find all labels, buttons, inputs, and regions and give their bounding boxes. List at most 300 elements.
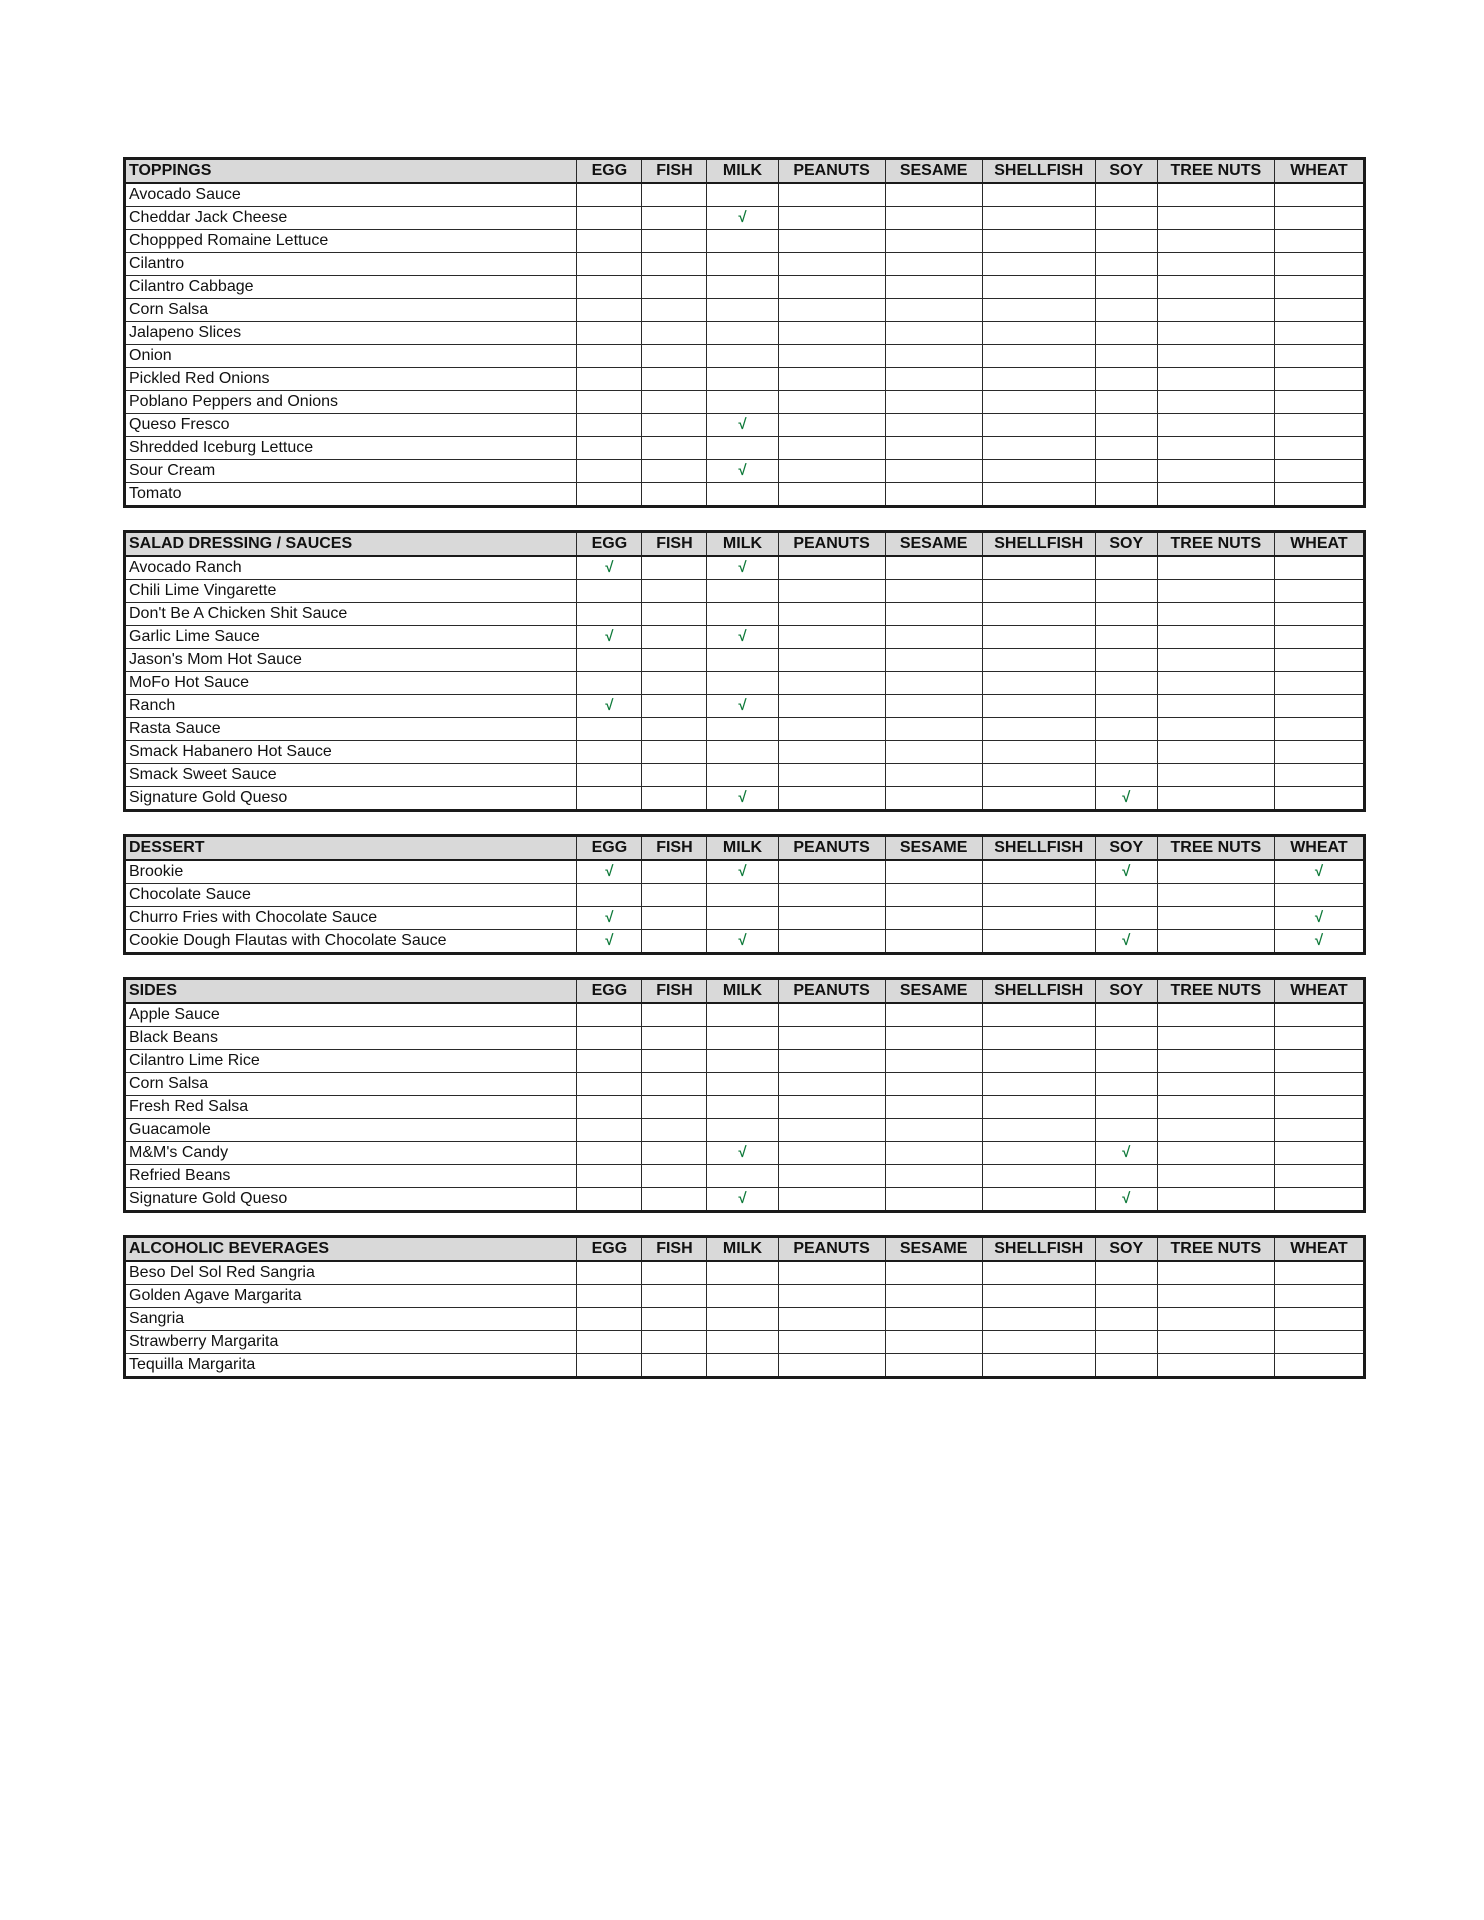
empty-cell-soy xyxy=(1095,183,1157,207)
empty-cell-tree-nuts xyxy=(1157,368,1274,391)
column-header-soy: SOY xyxy=(1095,979,1157,1004)
empty-cell-milk xyxy=(707,276,778,299)
empty-cell-milk xyxy=(707,1165,778,1188)
empty-cell-sesame xyxy=(885,1027,982,1050)
table-row xyxy=(125,718,1365,741)
empty-cell-fish xyxy=(642,1073,707,1096)
empty-cell-tree-nuts xyxy=(1157,299,1274,322)
table-row xyxy=(125,322,1365,345)
empty-cell-egg xyxy=(577,580,642,603)
empty-cell-milk xyxy=(707,253,778,276)
empty-cell-wheat xyxy=(1274,603,1364,626)
empty-cell-shellfish xyxy=(982,345,1095,368)
empty-cell-egg xyxy=(577,672,642,695)
empty-cell-soy xyxy=(1095,391,1157,414)
check-mark-egg: √ xyxy=(577,556,642,580)
empty-cell-tree-nuts xyxy=(1157,603,1274,626)
empty-cell-shellfish xyxy=(982,1142,1095,1165)
empty-cell-soy xyxy=(1095,556,1157,580)
empty-cell-soy xyxy=(1095,884,1157,907)
item-name: Onion xyxy=(125,345,577,368)
column-header-shellfish: SHELLFISH xyxy=(982,1237,1095,1262)
empty-cell-fish xyxy=(642,907,707,930)
empty-cell-shellfish xyxy=(982,787,1095,811)
empty-cell-egg xyxy=(577,253,642,276)
empty-cell-tree-nuts xyxy=(1157,414,1274,437)
empty-cell-fish xyxy=(642,884,707,907)
empty-cell-shellfish xyxy=(982,1096,1095,1119)
empty-cell-fish xyxy=(642,460,707,483)
empty-cell-egg xyxy=(577,764,642,787)
column-header-tree-nuts: TREE NUTS xyxy=(1157,979,1274,1004)
empty-cell-sesame xyxy=(885,695,982,718)
table-row xyxy=(125,1331,1365,1354)
empty-cell-tree-nuts xyxy=(1157,1096,1274,1119)
empty-cell-sesame xyxy=(885,230,982,253)
column-header-sesame: SESAME xyxy=(885,1237,982,1262)
empty-cell-fish xyxy=(642,787,707,811)
column-header-fish: FISH xyxy=(642,532,707,557)
empty-cell-milk xyxy=(707,884,778,907)
empty-cell-shellfish xyxy=(982,483,1095,507)
empty-cell-wheat xyxy=(1274,556,1364,580)
empty-cell-peanuts xyxy=(778,1165,885,1188)
column-header-wheat: WHEAT xyxy=(1274,1237,1364,1262)
empty-cell-sesame xyxy=(885,556,982,580)
check-mark-milk: √ xyxy=(707,695,778,718)
table-row xyxy=(125,580,1365,603)
empty-cell-peanuts xyxy=(778,1188,885,1212)
table-row xyxy=(125,391,1365,414)
table-row xyxy=(125,1027,1365,1050)
empty-cell-tree-nuts xyxy=(1157,1165,1274,1188)
column-header-fish: FISH xyxy=(642,979,707,1004)
empty-cell-egg xyxy=(577,1165,642,1188)
item-name: Rasta Sauce xyxy=(125,718,577,741)
empty-cell-egg xyxy=(577,391,642,414)
empty-cell-sesame xyxy=(885,603,982,626)
empty-cell-peanuts xyxy=(778,718,885,741)
empty-cell-peanuts xyxy=(778,884,885,907)
empty-cell-soy xyxy=(1095,299,1157,322)
empty-cell-soy xyxy=(1095,1285,1157,1308)
empty-cell-fish xyxy=(642,741,707,764)
check-mark-milk: √ xyxy=(707,556,778,580)
empty-cell-egg xyxy=(577,483,642,507)
empty-cell-shellfish xyxy=(982,695,1095,718)
empty-cell-wheat xyxy=(1274,1050,1364,1073)
empty-cell-tree-nuts xyxy=(1157,1027,1274,1050)
empty-cell-soy xyxy=(1095,695,1157,718)
empty-cell-wheat xyxy=(1274,1142,1364,1165)
empty-cell-tree-nuts xyxy=(1157,907,1274,930)
empty-cell-shellfish xyxy=(982,580,1095,603)
empty-cell-peanuts xyxy=(778,649,885,672)
empty-cell-egg xyxy=(577,414,642,437)
check-mark-wheat: √ xyxy=(1274,907,1364,930)
empty-cell-tree-nuts xyxy=(1157,1331,1274,1354)
empty-cell-sesame xyxy=(885,626,982,649)
empty-cell-tree-nuts xyxy=(1157,345,1274,368)
item-name: Queso Fresco xyxy=(125,414,577,437)
empty-cell-soy xyxy=(1095,483,1157,507)
empty-cell-sesame xyxy=(885,1003,982,1027)
empty-cell-tree-nuts xyxy=(1157,1188,1274,1212)
empty-cell-tree-nuts xyxy=(1157,718,1274,741)
empty-cell-shellfish xyxy=(982,299,1095,322)
empty-cell-shellfish xyxy=(982,414,1095,437)
empty-cell-wheat xyxy=(1274,764,1364,787)
empty-cell-fish xyxy=(642,556,707,580)
column-header-sesame: SESAME xyxy=(885,532,982,557)
empty-cell-milk xyxy=(707,230,778,253)
empty-cell-peanuts xyxy=(778,1331,885,1354)
empty-cell-shellfish xyxy=(982,672,1095,695)
empty-cell-milk xyxy=(707,299,778,322)
column-header-egg: EGG xyxy=(577,979,642,1004)
section-table-dessert xyxy=(123,834,1366,955)
item-name: Corn Salsa xyxy=(125,299,577,322)
table-row xyxy=(125,1261,1365,1285)
empty-cell-fish xyxy=(642,1119,707,1142)
empty-cell-egg xyxy=(577,1261,642,1285)
check-mark-soy: √ xyxy=(1095,1142,1157,1165)
check-mark-milk: √ xyxy=(707,460,778,483)
empty-cell-wheat xyxy=(1274,322,1364,345)
empty-cell-soy xyxy=(1095,253,1157,276)
empty-cell-fish xyxy=(642,603,707,626)
column-header-milk: MILK xyxy=(707,1237,778,1262)
empty-cell-shellfish xyxy=(982,276,1095,299)
item-name: M&M's Candy xyxy=(125,1142,577,1165)
empty-cell-sesame xyxy=(885,253,982,276)
empty-cell-tree-nuts xyxy=(1157,230,1274,253)
empty-cell-milk xyxy=(707,391,778,414)
table-row xyxy=(125,1073,1365,1096)
item-name: Sangria xyxy=(125,1308,577,1331)
empty-cell-wheat xyxy=(1274,741,1364,764)
empty-cell-peanuts xyxy=(778,1003,885,1027)
empty-cell-shellfish xyxy=(982,1308,1095,1331)
empty-cell-fish xyxy=(642,230,707,253)
empty-cell-sesame xyxy=(885,930,982,954)
empty-cell-egg xyxy=(577,884,642,907)
table-row xyxy=(125,860,1365,884)
table-row xyxy=(125,907,1365,930)
column-header-tree-nuts: TREE NUTS xyxy=(1157,532,1274,557)
empty-cell-shellfish xyxy=(982,860,1095,884)
empty-cell-tree-nuts xyxy=(1157,1003,1274,1027)
empty-cell-egg xyxy=(577,1142,642,1165)
item-name: Cookie Dough Flautas with Chocolate Sauce xyxy=(125,930,577,954)
item-name: Ranch xyxy=(125,695,577,718)
empty-cell-peanuts xyxy=(778,1050,885,1073)
empty-cell-tree-nuts xyxy=(1157,695,1274,718)
empty-cell-shellfish xyxy=(982,764,1095,787)
empty-cell-soy xyxy=(1095,741,1157,764)
empty-cell-fish xyxy=(642,718,707,741)
empty-cell-tree-nuts xyxy=(1157,860,1274,884)
header-row xyxy=(125,159,1365,184)
empty-cell-wheat xyxy=(1274,299,1364,322)
empty-cell-sesame xyxy=(885,1119,982,1142)
empty-cell-milk xyxy=(707,368,778,391)
table-row xyxy=(125,787,1365,811)
empty-cell-tree-nuts xyxy=(1157,1119,1274,1142)
empty-cell-sesame xyxy=(885,368,982,391)
column-header-peanuts: PEANUTS xyxy=(778,159,885,184)
item-name: Smack Sweet Sauce xyxy=(125,764,577,787)
check-mark-milk: √ xyxy=(707,1142,778,1165)
item-name: Jalapeno Slices xyxy=(125,322,577,345)
empty-cell-peanuts xyxy=(778,741,885,764)
empty-cell-fish xyxy=(642,930,707,954)
empty-cell-wheat xyxy=(1274,1165,1364,1188)
item-name: Poblano Peppers and Onions xyxy=(125,391,577,414)
item-name: Brookie xyxy=(125,860,577,884)
empty-cell-sesame xyxy=(885,345,982,368)
empty-cell-egg xyxy=(577,1003,642,1027)
empty-cell-peanuts xyxy=(778,1119,885,1142)
table-row xyxy=(125,368,1365,391)
empty-cell-peanuts xyxy=(778,556,885,580)
empty-cell-sesame xyxy=(885,437,982,460)
empty-cell-sesame xyxy=(885,299,982,322)
empty-cell-sesame xyxy=(885,672,982,695)
column-header-shellfish: SHELLFISH xyxy=(982,532,1095,557)
empty-cell-tree-nuts xyxy=(1157,460,1274,483)
empty-cell-fish xyxy=(642,1354,707,1378)
empty-cell-sesame xyxy=(885,1142,982,1165)
section-table-alcoholic-beverages xyxy=(123,1235,1366,1379)
empty-cell-peanuts xyxy=(778,207,885,230)
empty-cell-milk xyxy=(707,907,778,930)
empty-cell-wheat xyxy=(1274,1096,1364,1119)
item-name: Choppped Romaine Lettuce xyxy=(125,230,577,253)
table-row xyxy=(125,483,1365,507)
empty-cell-milk xyxy=(707,1331,778,1354)
empty-cell-sesame xyxy=(885,1165,982,1188)
allergen-sheet xyxy=(123,157,1366,1401)
empty-cell-shellfish xyxy=(982,741,1095,764)
empty-cell-fish xyxy=(642,860,707,884)
empty-cell-tree-nuts xyxy=(1157,672,1274,695)
column-header-sesame: SESAME xyxy=(885,979,982,1004)
empty-cell-sesame xyxy=(885,276,982,299)
empty-cell-peanuts xyxy=(778,322,885,345)
empty-cell-milk xyxy=(707,483,778,507)
empty-cell-egg xyxy=(577,718,642,741)
empty-cell-soy xyxy=(1095,322,1157,345)
table-row xyxy=(125,1119,1365,1142)
empty-cell-egg xyxy=(577,649,642,672)
empty-cell-milk xyxy=(707,437,778,460)
empty-cell-tree-nuts xyxy=(1157,483,1274,507)
table-row xyxy=(125,741,1365,764)
column-header-wheat: WHEAT xyxy=(1274,979,1364,1004)
empty-cell-egg xyxy=(577,1308,642,1331)
item-name: Avocado Sauce xyxy=(125,183,577,207)
table-row xyxy=(125,695,1365,718)
empty-cell-egg xyxy=(577,299,642,322)
empty-cell-fish xyxy=(642,322,707,345)
empty-cell-soy xyxy=(1095,1354,1157,1378)
empty-cell-egg xyxy=(577,437,642,460)
column-header-fish: FISH xyxy=(642,836,707,861)
empty-cell-soy xyxy=(1095,1119,1157,1142)
column-header-egg: EGG xyxy=(577,836,642,861)
table-row xyxy=(125,1003,1365,1027)
empty-cell-sesame xyxy=(885,1261,982,1285)
empty-cell-sesame xyxy=(885,1188,982,1212)
empty-cell-milk xyxy=(707,580,778,603)
empty-cell-tree-nuts xyxy=(1157,741,1274,764)
empty-cell-fish xyxy=(642,1331,707,1354)
empty-cell-fish xyxy=(642,483,707,507)
check-mark-milk: √ xyxy=(707,1188,778,1212)
empty-cell-peanuts xyxy=(778,1261,885,1285)
empty-cell-wheat xyxy=(1274,437,1364,460)
empty-cell-fish xyxy=(642,183,707,207)
table-row xyxy=(125,437,1365,460)
empty-cell-tree-nuts xyxy=(1157,930,1274,954)
check-mark-egg: √ xyxy=(577,695,642,718)
item-name: Shredded Iceburg Lettuce xyxy=(125,437,577,460)
empty-cell-milk xyxy=(707,1073,778,1096)
empty-cell-soy xyxy=(1095,1308,1157,1331)
empty-cell-wheat xyxy=(1274,1073,1364,1096)
empty-cell-wheat xyxy=(1274,1261,1364,1285)
empty-cell-shellfish xyxy=(982,253,1095,276)
empty-cell-wheat xyxy=(1274,1119,1364,1142)
check-mark-egg: √ xyxy=(577,626,642,649)
empty-cell-wheat xyxy=(1274,626,1364,649)
empty-cell-peanuts xyxy=(778,1027,885,1050)
item-name: Signature Gold Queso xyxy=(125,1188,577,1212)
item-name: Smack Habanero Hot Sauce xyxy=(125,741,577,764)
empty-cell-shellfish xyxy=(982,391,1095,414)
empty-cell-fish xyxy=(642,1027,707,1050)
empty-cell-wheat xyxy=(1274,1027,1364,1050)
empty-cell-sesame xyxy=(885,483,982,507)
item-name: Cilantro Lime Rice xyxy=(125,1050,577,1073)
check-mark-milk: √ xyxy=(707,930,778,954)
empty-cell-sesame xyxy=(885,860,982,884)
empty-cell-soy xyxy=(1095,1261,1157,1285)
empty-cell-fish xyxy=(642,649,707,672)
empty-cell-peanuts xyxy=(778,368,885,391)
item-name: Avocado Ranch xyxy=(125,556,577,580)
empty-cell-shellfish xyxy=(982,649,1095,672)
empty-cell-shellfish xyxy=(982,1050,1095,1073)
empty-cell-peanuts xyxy=(778,580,885,603)
item-name: Signature Gold Queso xyxy=(125,787,577,811)
empty-cell-peanuts xyxy=(778,672,885,695)
column-header-milk: MILK xyxy=(707,836,778,861)
empty-cell-shellfish xyxy=(982,1119,1095,1142)
section-table-salad-dressing-sauces xyxy=(123,530,1366,812)
empty-cell-milk xyxy=(707,1119,778,1142)
empty-cell-peanuts xyxy=(778,391,885,414)
empty-cell-tree-nuts xyxy=(1157,556,1274,580)
empty-cell-soy xyxy=(1095,368,1157,391)
empty-cell-fish xyxy=(642,1285,707,1308)
item-name: Cheddar Jack Cheese xyxy=(125,207,577,230)
empty-cell-sesame xyxy=(885,884,982,907)
empty-cell-tree-nuts xyxy=(1157,764,1274,787)
section-title: SIDES xyxy=(125,979,577,1004)
empty-cell-sesame xyxy=(885,1096,982,1119)
table-row xyxy=(125,930,1365,954)
empty-cell-wheat xyxy=(1274,230,1364,253)
empty-cell-tree-nuts xyxy=(1157,322,1274,345)
empty-cell-peanuts xyxy=(778,930,885,954)
empty-cell-fish xyxy=(642,1165,707,1188)
empty-cell-peanuts xyxy=(778,1073,885,1096)
column-header-wheat: WHEAT xyxy=(1274,159,1364,184)
empty-cell-peanuts xyxy=(778,483,885,507)
empty-cell-fish xyxy=(642,414,707,437)
empty-cell-fish xyxy=(642,207,707,230)
check-mark-soy: √ xyxy=(1095,860,1157,884)
empty-cell-egg xyxy=(577,787,642,811)
empty-cell-egg xyxy=(577,1050,642,1073)
empty-cell-tree-nuts xyxy=(1157,626,1274,649)
empty-cell-sesame xyxy=(885,183,982,207)
empty-cell-sesame xyxy=(885,207,982,230)
item-name: Chili Lime Vingarette xyxy=(125,580,577,603)
empty-cell-wheat xyxy=(1274,1188,1364,1212)
empty-cell-egg xyxy=(577,1119,642,1142)
empty-cell-fish xyxy=(642,1003,707,1027)
empty-cell-wheat xyxy=(1274,483,1364,507)
empty-cell-shellfish xyxy=(982,437,1095,460)
empty-cell-peanuts xyxy=(778,253,885,276)
empty-cell-wheat xyxy=(1274,391,1364,414)
empty-cell-wheat xyxy=(1274,884,1364,907)
section-title: SALAD DRESSING / SAUCES xyxy=(125,532,577,557)
empty-cell-wheat xyxy=(1274,1285,1364,1308)
empty-cell-wheat xyxy=(1274,1308,1364,1331)
item-name: Corn Salsa xyxy=(125,1073,577,1096)
column-header-milk: MILK xyxy=(707,979,778,1004)
check-mark-milk: √ xyxy=(707,626,778,649)
empty-cell-milk xyxy=(707,183,778,207)
item-name: Tequilla Margarita xyxy=(125,1354,577,1378)
empty-cell-peanuts xyxy=(778,345,885,368)
column-header-milk: MILK xyxy=(707,159,778,184)
empty-cell-shellfish xyxy=(982,1073,1095,1096)
empty-cell-shellfish xyxy=(982,322,1095,345)
column-header-fish: FISH xyxy=(642,159,707,184)
item-name: Golden Agave Margarita xyxy=(125,1285,577,1308)
column-header-wheat: WHEAT xyxy=(1274,532,1364,557)
column-header-tree-nuts: TREE NUTS xyxy=(1157,1237,1274,1262)
empty-cell-milk xyxy=(707,1096,778,1119)
empty-cell-fish xyxy=(642,437,707,460)
table-row xyxy=(125,884,1365,907)
empty-cell-sesame xyxy=(885,649,982,672)
empty-cell-peanuts xyxy=(778,1096,885,1119)
empty-cell-peanuts xyxy=(778,695,885,718)
empty-cell-shellfish xyxy=(982,626,1095,649)
empty-cell-wheat xyxy=(1274,276,1364,299)
section-title: ALCOHOLIC BEVERAGES xyxy=(125,1237,577,1262)
empty-cell-fish xyxy=(642,1096,707,1119)
table-row xyxy=(125,345,1365,368)
empty-cell-wheat xyxy=(1274,414,1364,437)
empty-cell-fish xyxy=(642,391,707,414)
